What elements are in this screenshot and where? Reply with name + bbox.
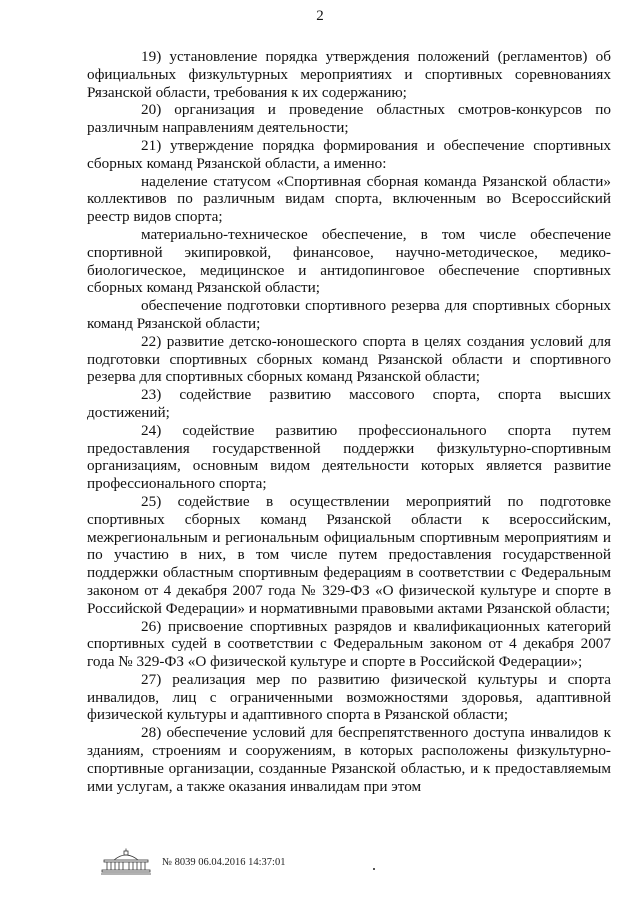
paragraph-20: 20) организация и проведение областных смотров-конкурсов по различным направлениям деятельности; <box>87 101 611 137</box>
paragraph-21-status: наделение статусом «Спортивная сборная команда Рязанской области» коллективов по различным видам спорта, включенным во Всероссийский реестр видов спорта; <box>87 172 611 226</box>
document-body <box>87 48 611 795</box>
paragraph-21-material: материально-техническое обеспечение, в том числе обеспечение спортивной экипировкой, финансовое, научно-методическое, медико-биологическое, медицинское и антидопинговое обеспечение спортивных сборных команд Рязанской области; <box>87 225 611 297</box>
paragraph-25: 25) содействие в осуществлении мероприятий по подготовке спортивных сборных команд Рязанской области к всероссийским, межрегиональным и региональным официальным спортивным мероприятиям и по участию в них, в том числе путем предоставления государственной поддержки областным спортивным федерациям в соответствии с Федеральным законом от 4 декабря 2007 года № 329-ФЗ «О физической культуре и спорте в Российской Федерации» и нормативными правовыми актами Рязанской области; <box>87 492 611 617</box>
paragraph-22: 22) развитие детско-юношеского спорта в целях создания условий для подготовки спортивных сборных команд Рязанской области и спортивного резерва для спортивных сборных команд Рязанской области; <box>87 332 611 386</box>
paragraph-27: 27) реализация мер по развитию физической культуры и спорта инвалидов, лиц с ограниченными возможностями здоровья, адаптивной физической культуры и адаптивного спорта в Рязанской области; <box>87 670 611 724</box>
paragraph-21-reserve: обеспечение подготовки спортивного резерва для спортивных сборных команд Рязанской области; <box>87 297 611 332</box>
registration-stamp: № 8039 06.04.2016 14:37:01 <box>162 856 286 868</box>
paragraph-19: 19) установление порядка утверждения положений (регламентов) об официальных физкультурных мероприятиях и спортивных соревнованиях Рязанской области, требования к их содержанию; <box>87 48 611 101</box>
page-number: 2 <box>316 8 324 24</box>
paragraph-21: 21) утверждение порядка формирования и обеспечение спортивных сборных команд Рязанской области, а именно: <box>87 136 611 172</box>
paragraph-26: 26) присвоение спортивных разрядов и квалификационных категорий спортивных судей в соответствии с Федеральным законом от 4 декабря 2007 года № 329-ФЗ «О физической культуре и спорте в Российской Федерации»; <box>87 617 611 671</box>
scan-artifact <box>373 868 375 870</box>
paragraph-23: 23) содействие развитию массового спорта, спорта высших достижений; <box>87 386 611 421</box>
paragraph-28: 28) обеспечение условий для беспрепятственного доступа инвалидов к зданиям, строениям и сооружениям, в которых расположены физкультурно-спортивные организации, созданные Рязанской областью, и к предоставляемым ими услугам, а также оказания инвалидам при этом <box>87 724 611 795</box>
paragraph-24: 24) содействие развитию профессионального спорта путем предоставления государственной поддержки физкультурно-спортивным организациям, основным видом деятельности которых является развитие профессионального спорта; <box>87 421 611 493</box>
government-building-icon <box>100 848 152 876</box>
document-footer <box>100 848 285 876</box>
